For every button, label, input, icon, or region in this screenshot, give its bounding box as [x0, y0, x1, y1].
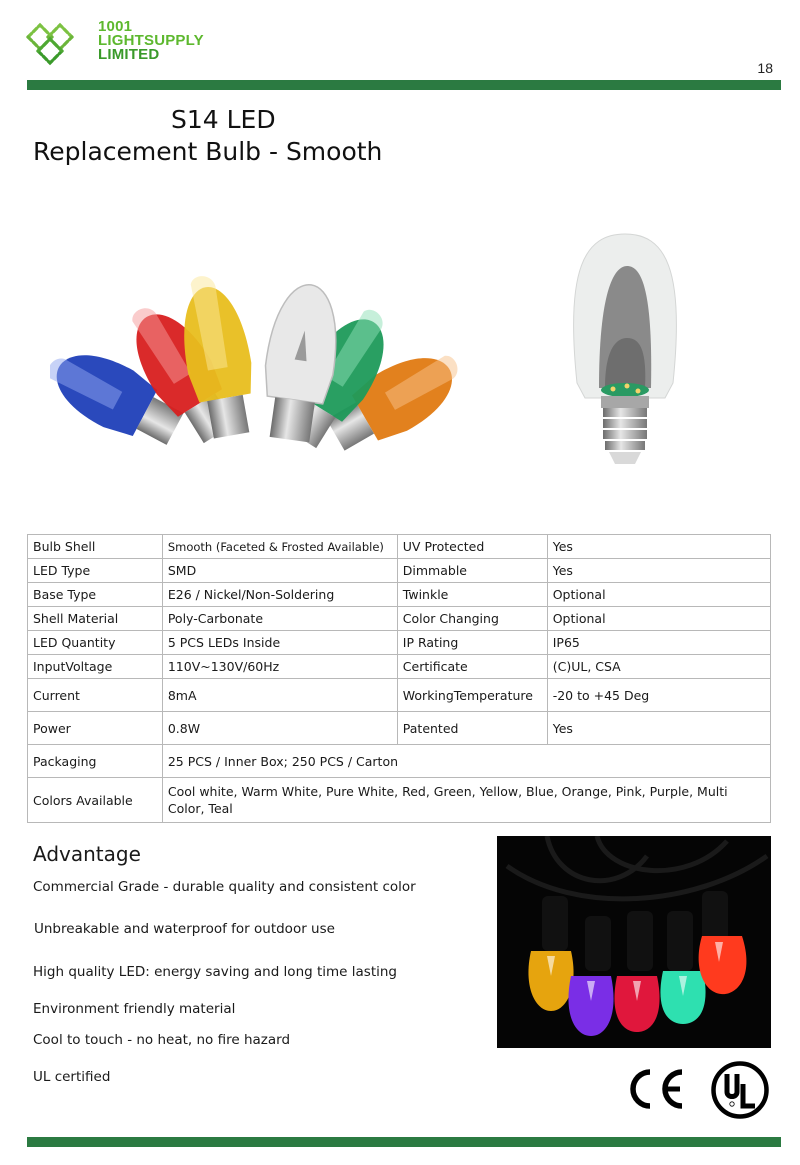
- company-logo: [26, 18, 226, 70]
- table-row: [28, 679, 771, 712]
- company-name-line1: 1001: [98, 18, 133, 35]
- spec-label: Certificate: [397, 655, 547, 679]
- company-name-line2: LIGHTSUPPLY: [98, 32, 204, 49]
- table-row: [28, 535, 771, 559]
- footer-divider: [27, 1137, 781, 1147]
- spec-value: SMD: [162, 559, 397, 583]
- table-row: [28, 631, 771, 655]
- spec-label: Color Changing: [397, 607, 547, 631]
- spec-value: Cool white, Warm White, Pure White, Red, Green, Yellow, Blue, Orange, Pink, Purple, Multi Color, Teal: [162, 778, 770, 823]
- spec-label: Shell Material: [28, 607, 163, 631]
- spec-value: 8mA: [162, 679, 397, 712]
- spec-label: Packaging: [28, 745, 163, 778]
- spec-label: Dimmable: [397, 559, 547, 583]
- spec-label: Patented: [397, 712, 547, 745]
- spec-label: UV Protected: [397, 535, 547, 559]
- spec-value: Yes: [547, 559, 770, 583]
- spec-label: WorkingTemperature: [397, 679, 547, 712]
- title-model: S14 LED: [171, 105, 276, 134]
- table-row: [28, 583, 771, 607]
- spec-value: 5 PCS LEDs Inside: [162, 631, 397, 655]
- spec-value: E26 / Nickel/Non-Soldering: [162, 583, 397, 607]
- page-number: 18: [757, 60, 773, 76]
- table-row: [28, 745, 771, 778]
- advantage-item: Cool to touch - no heat, no fire hazard: [33, 1032, 291, 1048]
- spec-label: InputVoltage: [28, 655, 163, 679]
- spec-value: Poly-Carbonate: [162, 607, 397, 631]
- advantage-item: Unbreakable and waterproof for outdoor use: [34, 921, 335, 937]
- spec-value: Optional: [547, 607, 770, 631]
- advantage-item: Commercial Grade - durable quality and consistent color: [33, 879, 416, 895]
- spec-value: 25 PCS / Inner Box; 250 PCS / Carton: [162, 745, 770, 778]
- page-title: [33, 104, 433, 168]
- spec-label: LED Quantity: [28, 631, 163, 655]
- spec-label: Power: [28, 712, 163, 745]
- table-row: [28, 559, 771, 583]
- spec-value: Yes: [547, 712, 770, 745]
- spec-value: 110V~130V/60Hz: [162, 655, 397, 679]
- single-bulb-cutaway-icon: [565, 228, 685, 478]
- diamond-logo-icon: [26, 18, 92, 70]
- ce-mark-icon: [626, 1068, 688, 1110]
- spec-label: Bulb Shell: [28, 535, 163, 559]
- spec-label: Twinkle: [397, 583, 547, 607]
- spec-label: Current: [28, 679, 163, 712]
- spec-value: Optional: [547, 583, 770, 607]
- spec-value: Smooth (Faceted & Frosted Available): [162, 535, 397, 559]
- advantage-heading: Advantage: [33, 842, 141, 866]
- spec-value: (C)UL, CSA: [547, 655, 770, 679]
- ul-mark-icon: [710, 1060, 770, 1120]
- spec-label: Colors Available: [28, 778, 163, 823]
- company-name-line3: LIMITED: [98, 46, 160, 63]
- advantage-item: High quality LED: energy saving and long time lasting: [33, 964, 398, 980]
- spec-value: -20 to +45 Deg: [547, 679, 770, 712]
- title-product: Replacement Bulb - Smooth: [33, 137, 383, 166]
- table-row: [28, 712, 771, 745]
- lit-string-lights-icon: [497, 836, 771, 1048]
- six-color-bulbs-fan-icon: [50, 228, 480, 478]
- header-divider: [27, 80, 781, 90]
- spec-label: IP Rating: [397, 631, 547, 655]
- spec-label: Base Type: [28, 583, 163, 607]
- company-name: [98, 20, 204, 62]
- spec-value: Yes: [547, 535, 770, 559]
- spec-label: LED Type: [28, 559, 163, 583]
- table-row: [28, 778, 771, 823]
- table-row: [28, 607, 771, 631]
- spec-value: 0.8W: [162, 712, 397, 745]
- table-row: [28, 655, 771, 679]
- spec-value: IP65: [547, 631, 770, 655]
- spec-table: [27, 534, 771, 823]
- advantage-item: Environment friendly material: [33, 1001, 236, 1017]
- advantage-item: UL certified: [33, 1069, 111, 1085]
